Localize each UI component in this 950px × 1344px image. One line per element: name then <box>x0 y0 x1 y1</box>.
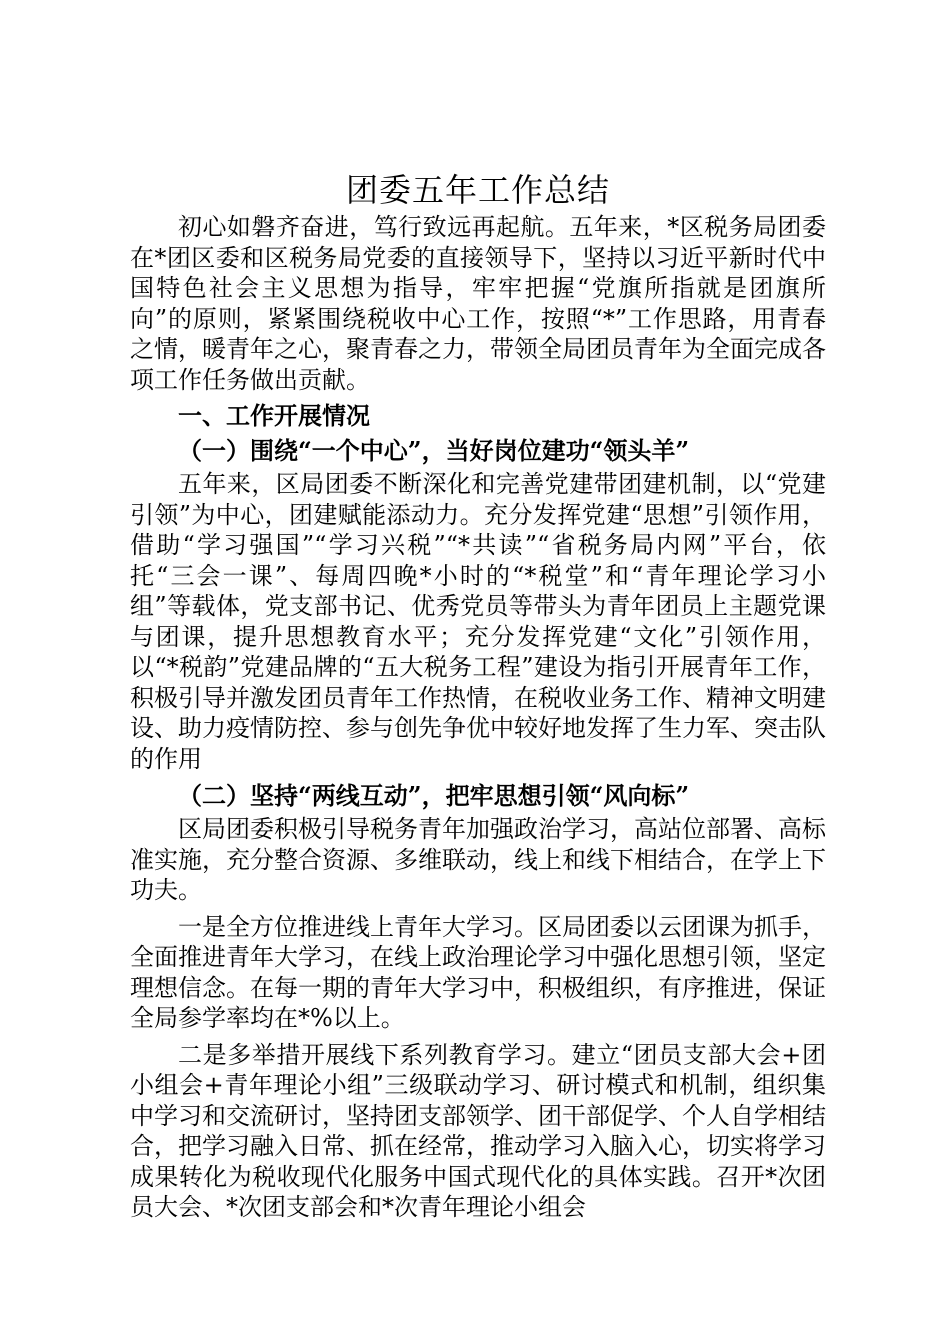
section-heading-work-progress: 一、工作开展情况 <box>178 401 370 430</box>
point-online-learning: 一是全方位推进线上青年大学习。区局团委以云团课为抓手，全面推进青年大学习，在线上政治理论学习中强化思想引领，坚定理想信念。在每一期的青年大学习中，积极组织，有序推进，保证全局参学率均在*%以上。 <box>130 912 826 1032</box>
point-offline-learning: 二是多举措开展线下系列教育学习。建立“团员支部大会+团小组会+青年理论小组”三级联动学习、研讨模式和机制，组织集中学习和交流研讨，坚持团支部领学、团干部促学、个人自学相结合，把学习融入日常、抓在经常，推动学习入脑入心，切实将学习成果转化为税收现代化服务中国式现代化的具体实践。召开*次团员大会、*次团支部会和*次青年理论小组会 <box>130 1040 826 1221</box>
subsection-heading-two-lines: （二）坚持“两线互动”，把牢思想引领“风向标” <box>178 781 690 810</box>
document-title: 团委五年工作总结 <box>345 171 610 209</box>
intro-paragraph: 初心如磐齐奋进，笃行致远再起航。五年来，*区税务局团委在*团区委和区税务局党委的直接领导下，坚持以习近平新时代中国特色社会主义思想为指导，牢牢把握“党旗所指就是团旗所向”的原则，紧紧围绕税收中心工作，按照“*”工作思路，用青春之情，暖青年之心，聚青春之力，带领全局团员青年为全面完成各项工作任务做出贡献。 <box>130 213 826 394</box>
document-page <box>130 168 826 1223</box>
subsection-heading-one-center: （一）围绕“一个中心”，当好岗位建功“领头羊” <box>178 436 690 465</box>
subsection-one-paragraph: 五年来，区局团委不断深化和完善党建带团建机制，以“党建引领”为中心，团建赋能添动力。充分发挥党建“思想”引领作用，借助“学习强国”“学习兴税”“*共读”“省税务局内网”平台，依托“三会一课”、每周四晚*小时的“*税堂”和“青年理论学习小组”等载体，党支部书记、优秀党员等带头为青年团员上主题党课与团课，提升思想教育水平；充分发挥党建“文化”引领作用，以“*税韵”党建品牌的“五大税务工程”建设为指引开展青年工作，积极引导并激发团员青年工作热情，在税收业务工作、精神文明建设、助力疫情防控、参与创先争优中较好地发挥了生力军、突击队的作用 <box>130 470 826 773</box>
subsection-two-paragraph: 区局团委积极引导税务青年加强政治学习，高站位部署、高标准实施，充分整合资源、多维联动，线上和线下相结合，在学上下功夫。 <box>130 815 826 904</box>
